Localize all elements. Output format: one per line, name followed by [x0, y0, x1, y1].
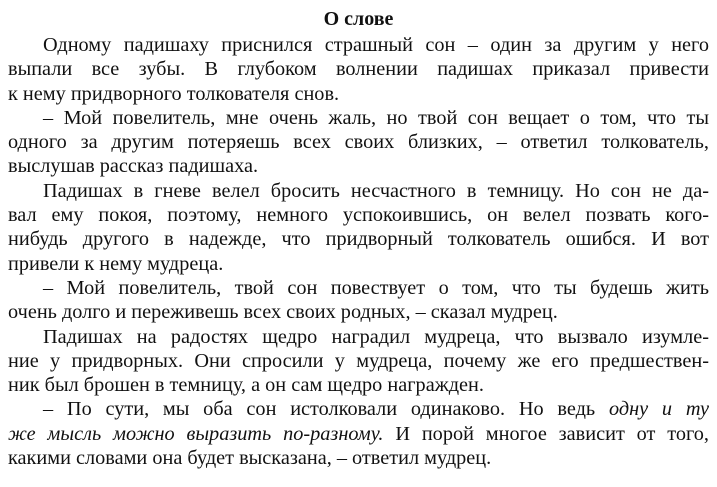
text-line: к нему придворного толкователя снов.	[8, 82, 340, 105]
text-line: нибудь другого в надежде, что придворный толкователь ошибся. И вот	[8, 228, 709, 251]
text-line: очень долго и переживешь всех своих родных, – сказал мудрец.	[8, 301, 558, 324]
text-line: выслушав рассказ падишаха.	[8, 155, 259, 178]
text-line: привели к нему мудреца.	[8, 252, 224, 275]
text-line: Падишах на радостях щедро наградил мудреца, что вызвало изумле-	[43, 325, 709, 348]
document-title: О слове	[323, 8, 394, 30]
text-line: – По сути, мы оба сон истолковали одинаково. Но ведь одну и ту	[43, 398, 709, 421]
text-line: одного за другим потеряешь всех своих близких, – ответил толкователь,	[8, 131, 709, 154]
text-line: ник был брошен в темницу, а он сам щедро награжден.	[8, 374, 484, 397]
text-line: – Мой повелитель, твой сон повествует о том, что ты будешь жить	[43, 276, 709, 299]
text-line: какими словами она будет высказана, – ответил мудрец.	[8, 447, 492, 470]
italic-phrase: же мысль можно выразить по-разному.	[8, 422, 384, 445]
text-line: выпали все зубы. В глубоком волнении падишах приказал привести	[8, 58, 709, 81]
text-line: Падишах в гневе велел бросить несчастного в темницу. Но сон не да-	[43, 179, 709, 202]
text-line: ние у придворных. Они спросили у мудреца, почему же его предшествен-	[8, 349, 709, 372]
text-line: вал ему покоя, поэтому, немного успокоившись, он велел позвать кого-	[8, 204, 709, 227]
text-line: – Мой повелитель, мне очень жаль, но твой сон вещает о том, что ты	[43, 106, 709, 129]
text-line: же мысль можно выразить по-разному. И порой многое зависит от того,	[8, 422, 709, 445]
text-line: Одному падишаху приснился страшный сон – один за другим у него	[43, 34, 709, 56]
story-text	[8, 33, 709, 470]
italic-phrase: одну и ту	[608, 398, 709, 421]
